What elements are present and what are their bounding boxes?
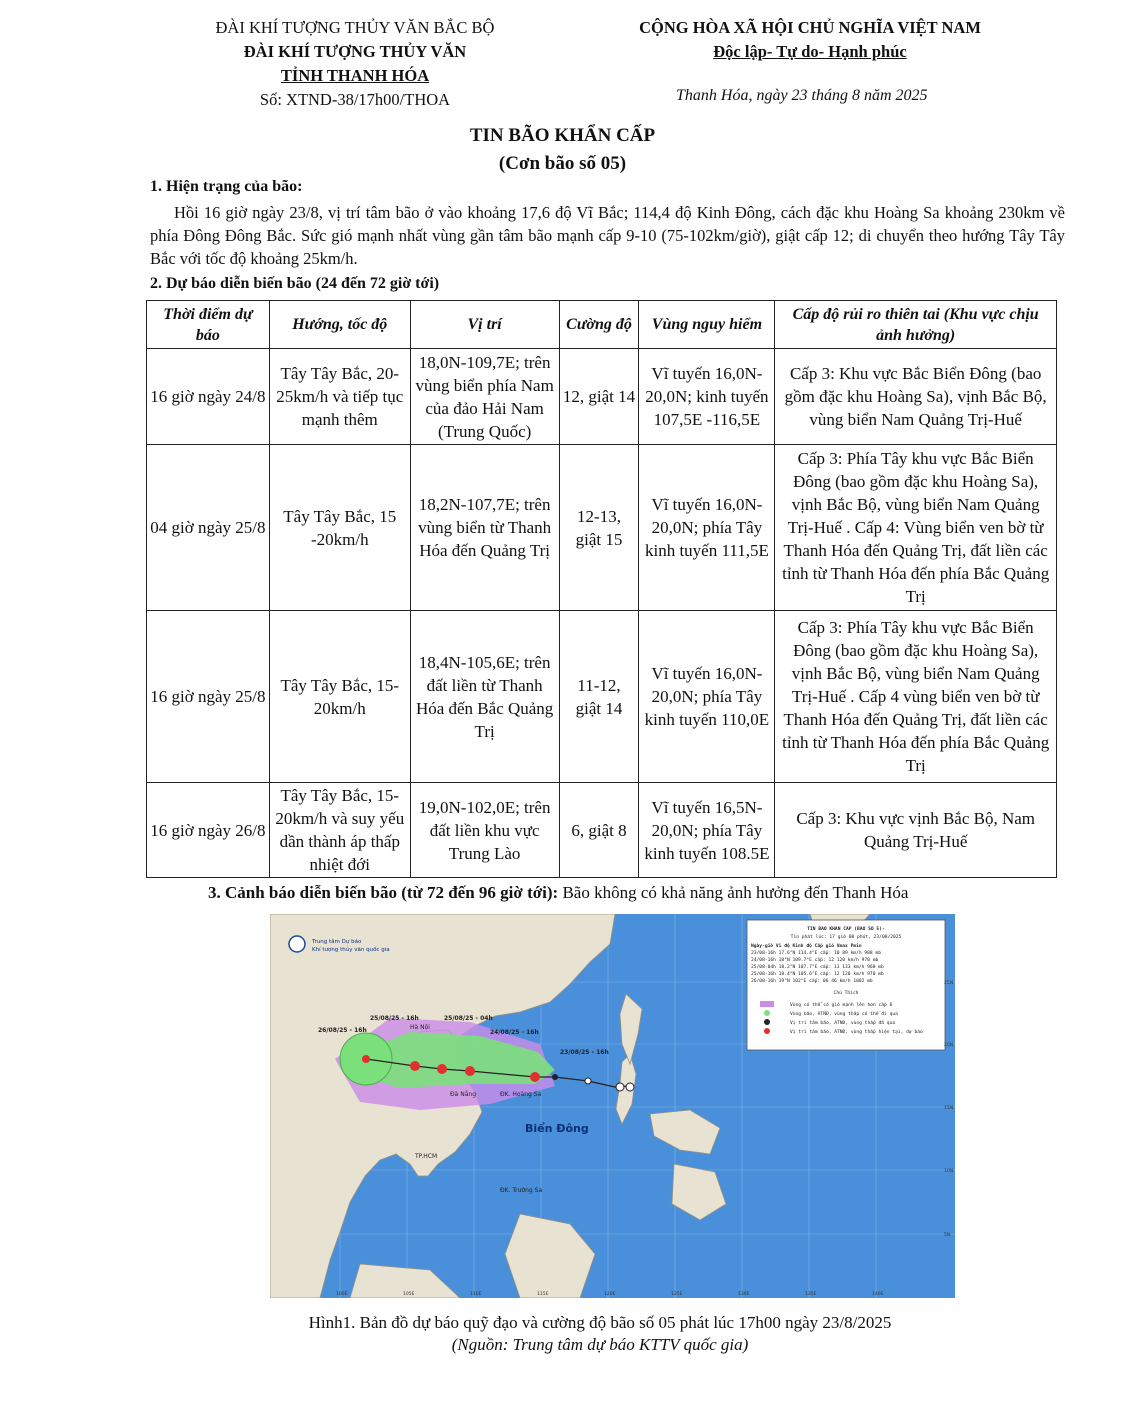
- section1-body: [150, 201, 1065, 270]
- country-block: [610, 16, 1010, 64]
- map-legend: [747, 920, 945, 1050]
- place-label: Hà Nội: [410, 1024, 430, 1031]
- sea-label: Biển Đông: [525, 1122, 589, 1135]
- page-subtitle: (Cơn bão số 05): [498, 153, 627, 174]
- table-cell: Tây Tây Bắc, 20-25km/h và tiếp tục mạnh thêm: [269, 349, 410, 445]
- table-cell: Cấp 3: Phía Tây khu vực Bắc Biển Đông (bao gồm đặc khu Hoàng Sa), vịnh Bắc Bộ, vùng biển Nam Quảng Trị-Huế . Cấp 4: Vùng biển ven bờ từ Thanh Hóa đến Quảng Trị, đất liền các tỉnh từ Thanh Hóa đến phía Bắc Quảng Trị: [775, 445, 1057, 611]
- past-point: [585, 1078, 591, 1084]
- table-cell: Vĩ tuyến 16,0N-20,0N; phía Tây kinh tuyến 110,0E: [639, 611, 775, 783]
- table-row: [147, 611, 1057, 783]
- past-point: [616, 1083, 624, 1091]
- section3: [208, 883, 908, 903]
- country-name: CỘNG HÒA XÃ HỘI CHỦ NGHĨA VIỆT NAM: [639, 18, 981, 37]
- table-cell: 12, giật 14: [559, 349, 639, 445]
- table-cell: 16 giờ ngày 26/8: [147, 783, 270, 878]
- col-header: Cường độ: [559, 301, 639, 349]
- storm-point: [362, 1055, 370, 1063]
- lat-tick: 10N: [944, 1169, 954, 1174]
- motto: Độc lập- Tự do- Hạnh phúc: [713, 42, 907, 61]
- place-label: Đà Nẵng: [450, 1091, 477, 1098]
- table-cell: 6, giật 8: [559, 783, 639, 878]
- lat-tick: 15N: [944, 1106, 954, 1111]
- legend-key-title: Chú Thích: [833, 991, 859, 996]
- legend-row: 23/08-16h 17.6°N 114.4°E cấp: 10 89 km/h 988 mb: [751, 951, 881, 956]
- legend-row: 25/08-16h 18.4°N 105.6°E cấp: 12 120 km/h 970 mb: [751, 972, 884, 977]
- table-cell: Cấp 3: Phía Tây khu vực Bắc Biển Đông (bao gồm đặc khu Hoàng Sa), vịnh Bắc Bộ, vùng biển Nam Quảng Trị-Huế . Cấp 4 vùng biển ven bờ từ Thanh Hóa đến Quảng Trị, đất liền các tỉnh từ Thanh Hóa đến phía Bắc Quảng Trị: [775, 611, 1057, 783]
- agency-line2: ĐÀI KHÍ TƯỢNG THỦY VĂN: [243, 42, 467, 61]
- figure-source: (Nguồn: Trung tâm dự báo KTTV quốc gia): [451, 1335, 749, 1354]
- legend-header: Ngày-giờ Vĩ độ Kinh độ Cấp gió Vmax Pmin: [751, 944, 862, 949]
- table-cell: 18,2N-107,7E; trên vùng biển từ Thanh Hóa đến Quảng Trị: [410, 445, 559, 611]
- section3-heading: 3. Cảnh báo diễn biến bão (từ 72 đến 96 giờ tới):: [208, 883, 559, 902]
- legend-row: 26/08-16h 19°N 102°E cấp: 06 46 km/h 1002 mb: [751, 979, 873, 984]
- table-cell: 12-13, giật 15: [559, 445, 639, 611]
- lon-tick: 100E: [336, 1292, 348, 1297]
- legend-row: 24/08-16h 18°N 109.7°E cấp: 12 120 km/h 970 mb: [751, 958, 879, 963]
- table-cell: 04 giờ ngày 25/8: [147, 445, 270, 611]
- table-row: [147, 783, 1057, 878]
- track-label: 26/08/25 - 16h: [318, 1027, 367, 1034]
- agency-logo-icon: [289, 936, 305, 952]
- table-cell: 16 giờ ngày 24/8: [147, 349, 270, 445]
- page-title: TIN BÃO KHẨN CẤP: [469, 125, 656, 146]
- lon-tick: 130E: [738, 1292, 750, 1297]
- storm-point: [465, 1066, 475, 1076]
- legend-swatch-cone: [760, 1001, 774, 1007]
- place-label: TP.HCM: [415, 1153, 438, 1160]
- lon-tick: 105E: [403, 1292, 415, 1297]
- lon-tick: 115E: [537, 1292, 549, 1297]
- table-row: [147, 349, 1057, 445]
- legend-key: Vị trí tâm bão, ATNĐ, vùng thấp đã qua: [790, 1021, 896, 1026]
- lon-tick: 140E: [872, 1292, 884, 1297]
- legend-issue: Tin phát lúc: 17 giờ 00 phút, 23/08/2025: [790, 935, 902, 940]
- col-header: Cấp độ rủi ro thiên tai (Khu vực chịu ảnh hưởng): [775, 301, 1057, 349]
- lon-tick: 135E: [805, 1292, 817, 1297]
- table-cell: 11-12, giật 14: [559, 611, 639, 783]
- legend-title: TIN BAO KHAN CAP (BAO SO 5)-: [807, 927, 885, 932]
- col-header: Vị trí: [410, 301, 559, 349]
- table-cell: 16 giờ ngày 25/8: [147, 611, 270, 783]
- lon-tick: 120E: [604, 1292, 616, 1297]
- legend-swatch-past: [764, 1019, 770, 1025]
- agency-line1: ĐÀI KHÍ TƯỢNG THỦY VĂN BẮC BỘ: [215, 18, 495, 37]
- lat-tick: 20N: [944, 1043, 954, 1048]
- logo-text: Khí tượng thủy văn quốc gia: [312, 947, 390, 953]
- col-header: Vùng nguy hiểm: [639, 301, 775, 349]
- figure-caption: Hình1. Bản đồ dự báo quỹ đạo và cường độ bão số 05 phát lúc 17h00 ngày 23/8/2025: [308, 1313, 892, 1332]
- table-cell: 18,0N-109,7E; trên vùng biển phía Nam của đảo Hải Nam (Trung Quốc): [410, 349, 559, 445]
- past-point: [552, 1074, 558, 1080]
- legend-key: Vị trí tâm bão, ATNĐ, vùng thấp hiện tại, dự báo: [790, 1030, 923, 1035]
- table-row: [147, 445, 1057, 611]
- track-label: 24/08/25 - 16h: [490, 1029, 539, 1036]
- place-label: ĐK. Trường Sa: [500, 1187, 543, 1194]
- legend-swatch-wind: [764, 1010, 770, 1016]
- forecast-table: [146, 300, 1057, 878]
- agency-block: [190, 16, 520, 112]
- table-header-row: [147, 301, 1057, 349]
- place-label: ĐK. Hoàng Sa: [500, 1091, 542, 1098]
- legend-row: 25/08-04h 18.2°N 107.7°E cấp: 13 133 km/h 960 mb: [751, 965, 884, 970]
- lon-tick: 125E: [671, 1292, 683, 1297]
- legend-key: Vùng bão, ATNĐ, vùng thấp có thể đi qua: [790, 1012, 898, 1017]
- legend-swatch-forecast: [764, 1028, 770, 1034]
- table-cell: Tây Tây Bắc, 15-20km/h và suy yếu dần thành áp thấp nhiệt đới: [269, 783, 410, 878]
- storm-point: [410, 1061, 420, 1071]
- track-label: 25/08/25 - 16h: [370, 1015, 419, 1022]
- doc-number: Số: XTND-38/17h00/THOA: [259, 90, 451, 109]
- past-point: [626, 1083, 634, 1091]
- table-cell: Vĩ tuyến 16,5N-20,0N; phía Tây kinh tuyến 108.5E: [639, 783, 775, 878]
- storm-point: [530, 1072, 540, 1082]
- table-cell: Vĩ tuyến 16,0N-20,0N; kinh tuyến 107,5E -116,5E: [639, 349, 775, 445]
- table-cell: Cấp 3: Khu vực vịnh Bắc Bộ, Nam Quảng Trị-Huế: [775, 783, 1057, 878]
- table-cell: 18,4N-105,6E; trên đất liền từ Thanh Hóa đến Bắc Quảng Trị: [410, 611, 559, 783]
- table-cell: Tây Tây Bắc, 15-20km/h: [269, 611, 410, 783]
- track-label: 23/08/25 - 16h: [560, 1049, 609, 1056]
- date-line: Thanh Hóa, ngày 23 tháng 8 năm 2025: [676, 87, 928, 104]
- logo-text: Trung tâm Dự báo: [312, 939, 362, 945]
- section3-body: Bão không có khả năng ảnh hưởng đến Thanh Hóa: [562, 883, 909, 902]
- agency-line3: TỈNH THANH HÓA: [280, 66, 430, 85]
- storm-point: [437, 1064, 447, 1074]
- table-cell: Cấp 3: Khu vực Bắc Biển Đông (bao gồm đặc khu Hoàng Sa), vịnh Bắc Bộ, vùng biển Nam Quảng Trị-Huế: [775, 349, 1057, 445]
- storm-track-map: [270, 914, 955, 1298]
- lat-tick: 25N: [944, 981, 954, 986]
- col-header: Thời điểm dự báo: [147, 301, 270, 349]
- table-cell: Vĩ tuyến 16,0N-20,0N; phía Tây kinh tuyến 111,5E: [639, 445, 775, 611]
- track-label: 25/08/25 - 04h: [444, 1015, 493, 1022]
- table-cell: 19,0N-102,0E; trên đất liền khu vực Trung Lào: [410, 783, 559, 878]
- col-header: Hướng, tốc độ: [269, 301, 410, 349]
- table-cell: Tây Tây Bắc, 15 -20km/h: [269, 445, 410, 611]
- section2-heading: 2. Dự báo diễn biến bão (24 đến 72 giờ tới): [150, 275, 440, 292]
- lat-tick: 5N: [944, 1233, 951, 1238]
- section1-heading: 1. Hiện trạng của bão:: [150, 178, 303, 195]
- legend-key: Vùng có thể có gió mạnh lên hơn cấp 6: [790, 1003, 893, 1008]
- section1-text: Hồi 16 giờ ngày 23/8, vị trí tâm bão ở vào khoảng 17,6 độ Vĩ Bắc; 114,4 độ Kinh Đông, cách đặc khu Hoàng Sa khoảng 230km về phía Đông Đông Bắc. Sức gió mạnh nhất vùng gần tâm bão mạnh cấp 9-10 (75-102km/giờ), giật cấp 12; di chuyển theo hướng Tây Tây Bắc với tốc độ khoảng 25km/h.: [150, 203, 1065, 268]
- lon-tick: 110E: [470, 1292, 482, 1297]
